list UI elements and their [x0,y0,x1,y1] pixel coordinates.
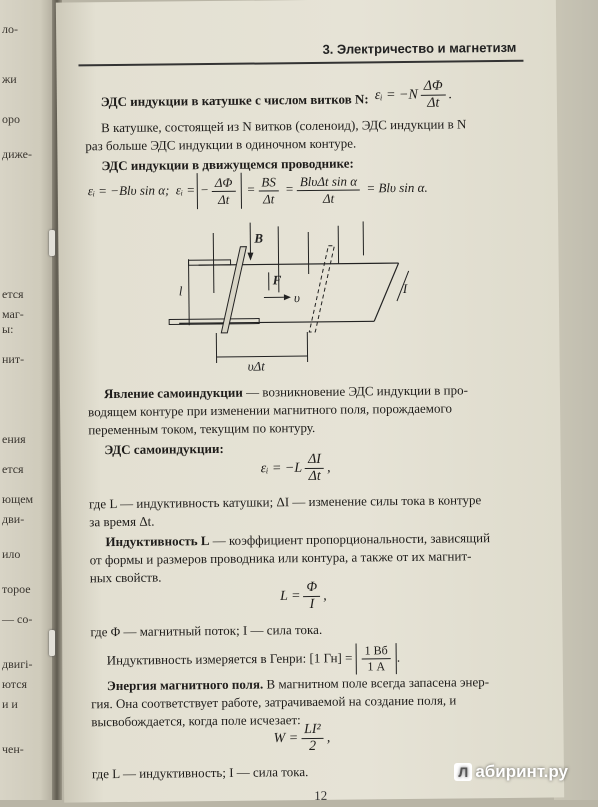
left-fragment: ения [2,432,26,447]
left-fragment: ется [2,462,24,477]
left-fragment: и и [2,697,18,712]
conductor-figure [158,211,420,374]
coil-text-line-2: раз больше ЭДС индукции в одиночном контуре. [85,136,356,155]
inductance-line-2: от формы и размеров проводника или контура, а также от их магнит- [90,548,472,568]
label-l-left: l [179,283,183,298]
moving-formula: εᵢ = −Blυ sin α; εᵢ = − $\frac{\Delta\Phi}{\Delta t}$ = $\frac{BS}{\Delta t}$ = $\frac{\text{BlυΔt sin α}}{\Delta t}$ = Blυ sin α. [88,171,428,211]
b-arrow-head [247,253,253,261]
left-fragment: — со- [2,612,32,627]
self-emf-heading: ЭДС самоиндукции: [104,441,223,458]
label-vdt: υΔt [248,358,266,373]
field-line [213,233,214,293]
energy-line-3: высвобождается, когда поле исчезает: [91,712,301,730]
left-fragment: оро [2,112,20,127]
energy-formula: W = $\frac{\text{LI²}}{2}$ , [273,722,330,756]
l-arrow-left [189,259,190,325]
self-induction-line-3: переменным током, текущим по контуру. [88,420,315,438]
label-v: υ [294,290,300,305]
energy-line-1: Энергия магнитного поля. В магнитном поле всегда запасена энер- [107,674,489,694]
left-fragment: ются [2,677,27,692]
left-fragment: ы: [2,322,13,337]
label-l-right: I [402,281,408,296]
self-induction-line-1: Явление самоиндукции — возникновение ЭДС индукции в про- [104,382,468,402]
self-emf-formula: εᵢ = −L $\frac{\Delta I}{\Delta t}$ , [261,452,331,486]
watermark [454,762,568,782]
chapter-header: 3. Электричество и магнетизм [86,40,516,60]
left-fragment: диже- [2,147,32,162]
self-induction-line-2: водящем контуре при изменении магнитного поля, порождаемого [88,401,452,421]
page-number: 12 [314,788,327,804]
rail-bottom [179,321,374,323]
book-page [56,0,564,803]
self-where-line-2: за время Δt. [89,514,154,531]
left-fragment: жи [2,72,17,87]
left-fragment: ило [2,547,20,562]
coil-heading: ЭДС индукции в катушке с числом витков N: [101,91,369,110]
moving-heading: ЭДС индукции в движущемся проводнике: [101,156,353,175]
left-fragment: торое [2,582,31,597]
labirint-logo-icon: Л [454,763,472,781]
inductance-where: где Φ — магнитный поток; I — сила тока. [90,622,322,640]
label-B: B [253,230,263,245]
coil-text-line-1: В катушке, состоящей из N витков (соленоид), ЭДС индукции в N [101,116,466,136]
header-rule [78,60,523,67]
coil-formula: εᵢ = −N $\frac{\Delta\Phi}{\Delta t}$ . [375,78,453,112]
left-fragment: ло- [2,22,18,37]
left-fragment: двигі- [2,657,32,672]
staple [49,230,55,256]
left-fragment: нит- [2,352,24,367]
left-fragment: дви- [2,512,24,527]
energy-where: где L — индуктивность; I — сила тока. [92,764,309,782]
dim-line [217,356,308,357]
left-fragment: маг- [2,307,24,322]
inductance-line-1: Индуктивность L — коэффициент пропорциональности, зависящий [105,530,490,550]
left-fragment: ющем [2,492,33,507]
rail-end [374,263,400,321]
v-arrow-head [284,294,291,300]
inductance-formula: L = $\frac{\Phi}{I}$ , [280,580,327,613]
energy-line-2: гия. Она соответствует работе, затрачиваемой на создание поля, и [91,692,456,712]
label-F: F [272,272,282,287]
left-page [0,0,58,800]
inductance-unit: Индуктивность измеряется в Генри: [1 Гн] = $\frac{1 Вб}{1 А}$ . [107,643,401,677]
staple [49,630,55,656]
self-where-line-1: где L — индуктивность катушки; ΔI — изменение силы тока в контуре [89,492,481,512]
moved-rod [308,246,335,332]
watermark-text: абиринт.ру [475,762,568,781]
inductance-line-3: ных свойств. [90,570,162,587]
left-fragment: ется [2,287,24,302]
left-fragment: чен- [2,742,24,757]
